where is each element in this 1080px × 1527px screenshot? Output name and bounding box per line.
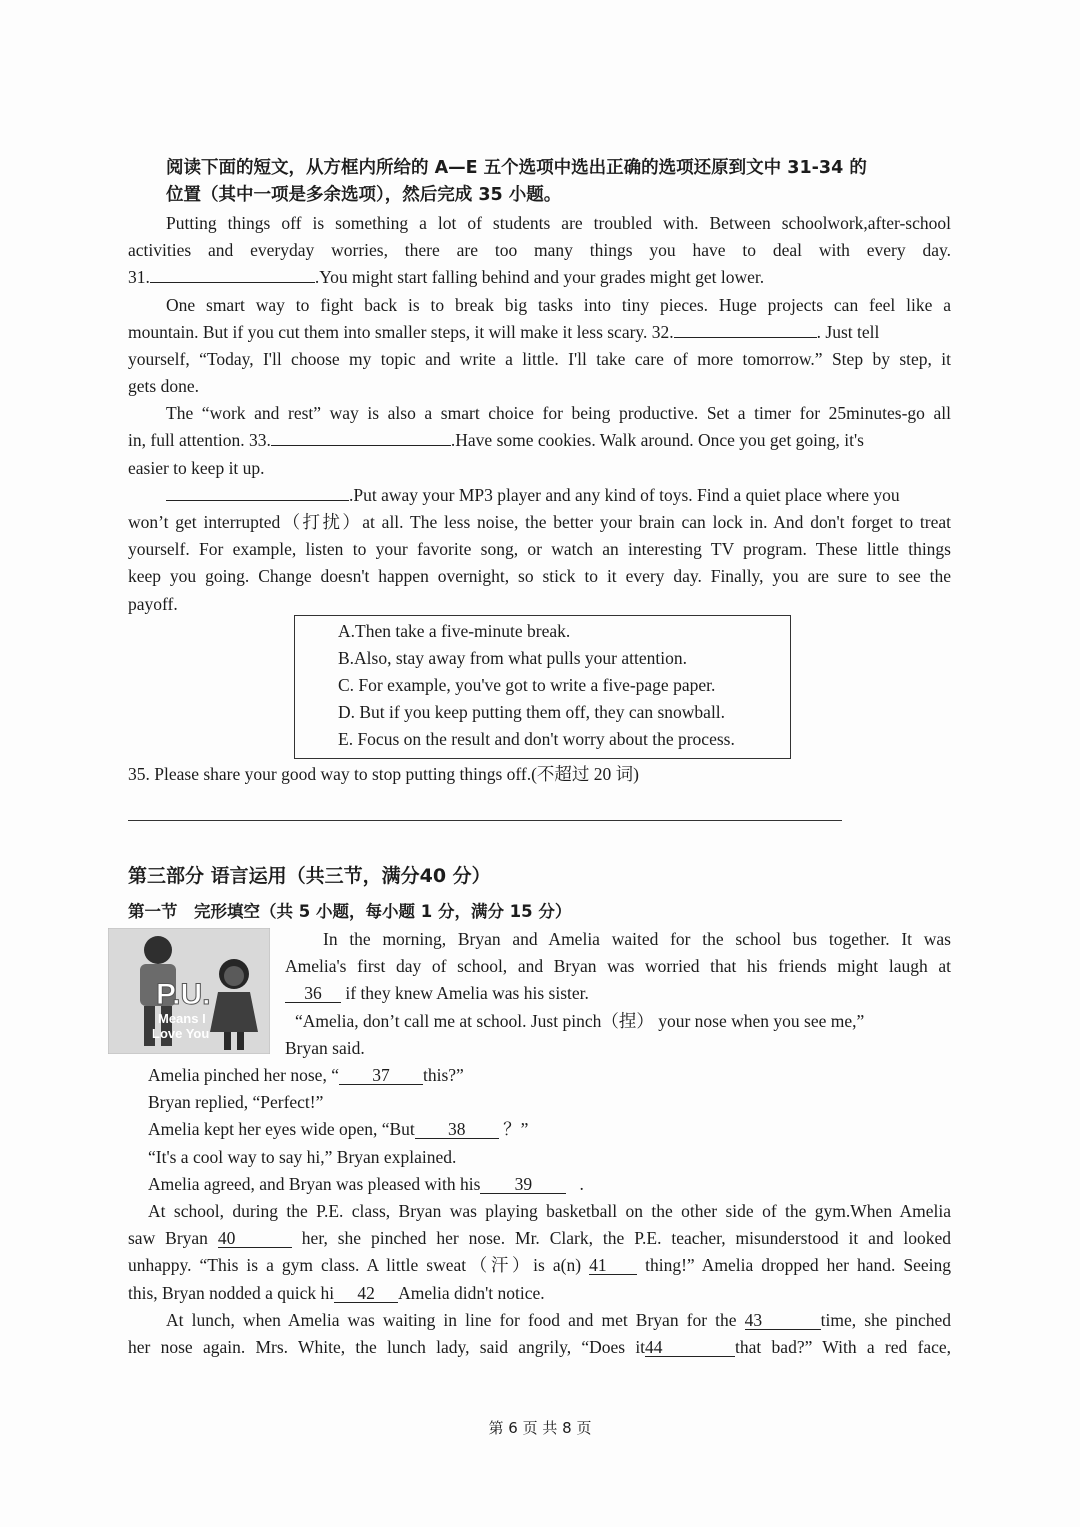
passage-p2-line3: yourself, “Today, I'll choose my topic and write a little. I'll take care of more tomorrow.” Step by step, it	[128, 349, 951, 369]
cloze-text: if they knew Amelia was his sister.	[345, 983, 589, 1003]
passage-text: mountain. But if you cut them into smaller steps, it will make it less scary. 32.	[128, 322, 674, 342]
passage-p3-line2	[128, 427, 864, 454]
option-c: C. For example, you've got to write a five-page paper.	[338, 675, 716, 695]
q31-label: 31.	[128, 267, 150, 287]
option-a: A.Then take a five-minute break.	[338, 621, 571, 641]
illustration-title: P.U.	[156, 978, 211, 1011]
cloze-text: her nose again. Mrs. White, the lunch lady, said angrily, “Does it	[128, 1337, 646, 1357]
cloze-line6	[148, 1062, 464, 1089]
cloze-text: that bad?” With a red face,	[735, 1337, 951, 1357]
story-illustration	[108, 928, 270, 1054]
cloze-text: Amelia kept her eyes wide open, “But	[148, 1119, 415, 1139]
cloze-line7: Bryan replied, “Perfect!”	[148, 1092, 324, 1112]
passage-p3-line1: The “work and rest” way is also a smart choice for being productive. Set a timer for 25minutes-go all	[166, 403, 951, 423]
cloze-text: Amelia didn't notice.	[398, 1283, 545, 1303]
option-e: E. Focus on the result and don't worry about the process.	[338, 729, 735, 749]
blank-41[interactable]: 41	[589, 1256, 637, 1275]
boy-head	[144, 936, 172, 964]
girl-dress	[210, 992, 258, 1032]
illustration-subtitle-1: Means I	[158, 1011, 206, 1026]
cloze-line2: Amelia's first day of school, and Bryan was worried that his friends might laugh at	[285, 956, 951, 976]
passage-p3-line3: easier to keep it up.	[128, 458, 265, 478]
cloze-line10	[148, 1171, 584, 1198]
page-number: 第 6 页 共 8 页	[488, 1419, 592, 1437]
blank-44[interactable]: 44	[645, 1338, 735, 1357]
passage-p1-line1: Putting things off is something a lot of students are troubled with. Between schoolwork,after-school	[166, 213, 951, 233]
reading-instruction-line2: 位置（其中一项是多余选项），然后完成 35 小题。	[166, 185, 562, 205]
cloze-line5: Bryan said.	[285, 1038, 365, 1058]
cloze-line4: “Amelia, don’t call me at school. Just pinch（捏） your nose when you see me,”	[295, 1011, 865, 1031]
blank-40[interactable]: 40	[218, 1229, 292, 1248]
blank-42[interactable]: 42	[334, 1284, 398, 1303]
cloze-line14	[128, 1280, 545, 1307]
passage-p2-line1: One smart way to fight back is to break big tasks into tiny pieces. Huge projects can feel like a	[166, 295, 951, 315]
section1-title: 第一节 完形填空（共 5 小题，每小题 1 分，满分 15 分）	[128, 902, 572, 921]
illustration-subtitle-2: Love You	[152, 1026, 210, 1041]
girl-leg	[237, 1032, 244, 1050]
blank-34[interactable]	[166, 500, 349, 501]
cloze-line9: “It's a cool way to say hi,” Bryan explained.	[148, 1147, 457, 1167]
cloze-line15	[166, 1307, 951, 1334]
passage-p1-line2: activities and everyday worries, there are too many things you have to deal with every day.	[128, 240, 951, 260]
cloze-line11: At school, during the P.E. class, Bryan was playing basketball on the other side of the gym.When Amelia	[148, 1201, 951, 1221]
cloze-text: her, she pinched her nose. Mr. Clark, the P.E. teacher, misunderstood it and looked	[301, 1228, 952, 1248]
blank-33[interactable]	[271, 445, 451, 446]
passage-text: .Have some cookies. Walk around. Once you get going, it's	[450, 430, 864, 450]
girl-leg	[224, 1032, 231, 1050]
option-d: D. But if you keep putting them off, they can snowball.	[338, 702, 726, 722]
blank-38[interactable]: 38	[415, 1120, 499, 1139]
cloze-line3	[285, 980, 589, 1007]
passage-p4-line2: won’t get interrupted（打扰）at all. The less noise, the better your brain can lock in. And don't forget to treat	[128, 512, 951, 532]
cloze-text: Amelia pinched her nose, “	[148, 1065, 339, 1085]
girl-face	[224, 966, 244, 986]
passage-p1-line3	[128, 264, 764, 291]
passage-p4-line4: keep you going. Change doesn't happen overnight, so stick to it every day. Finally, you are sure to see the	[128, 566, 951, 586]
passage-p4-line3: yourself. For example, listen to your favorite song, or watch an interesting TV program. These little things	[128, 539, 951, 559]
blank-36[interactable]: 36	[285, 984, 341, 1003]
passage-text: .You might start falling behind and your grades might get lower.	[314, 267, 765, 287]
passage-text: . Just tell	[816, 322, 880, 342]
answer-line-35[interactable]	[128, 820, 842, 821]
cloze-line1: In the morning, Bryan and Amelia waited for the school bus together. It was	[323, 929, 951, 949]
passage-p2-line4: gets done.	[128, 376, 199, 396]
part3-title: 第三部分 语言运用（共三节，满分40 分）	[128, 865, 491, 887]
passage-p2-line2	[128, 319, 879, 346]
cloze-text: Amelia agreed, and Bryan was pleased with his	[148, 1174, 481, 1194]
blank-31[interactable]	[150, 282, 315, 283]
cloze-text: At lunch, when Amelia was waiting in line for food and met Bryan for the	[166, 1310, 737, 1330]
blank-43[interactable]: 43	[745, 1311, 821, 1330]
cloze-text: time, she pinched	[820, 1310, 952, 1330]
cloze-line12	[128, 1225, 951, 1252]
question-35: 35. Please share your good way to stop putting things off.(不超过 20 词)	[128, 764, 640, 784]
passage-text: .Put away your MP3 player and any kind of toys. Find a quiet place where you	[349, 485, 900, 505]
cloze-text: unhappy. “This is a gym class. A little sweat（汗）is a(n)	[128, 1255, 582, 1275]
option-b: B.Also, stay away from what pulls your attention.	[338, 648, 687, 668]
cloze-text: this?”	[422, 1065, 464, 1085]
cloze-line13	[128, 1252, 951, 1279]
cloze-line8	[148, 1116, 528, 1143]
passage-p4-line5: payoff.	[128, 594, 178, 614]
blank-37[interactable]: 37	[339, 1066, 423, 1085]
cloze-text: ？”	[503, 1119, 529, 1139]
passage-p4-line1	[166, 482, 900, 509]
passage-text: in, full attention. 33.	[128, 430, 271, 450]
cloze-text: saw Bryan	[128, 1228, 208, 1248]
cloze-line16	[128, 1334, 951, 1361]
blank-32[interactable]	[674, 337, 817, 338]
blank-39[interactable]: 39	[480, 1175, 566, 1194]
cloze-text: .	[579, 1174, 584, 1194]
cloze-text: thing!” Amelia dropped her hand. Seeing	[645, 1255, 952, 1275]
reading-instruction-line1: 阅读下面的短文，从方框内所给的 A—E 五个选项中选出正确的选项还原到文中 31-34 的	[166, 158, 867, 178]
cloze-text: this, Bryan nodded a quick hi	[128, 1283, 335, 1303]
